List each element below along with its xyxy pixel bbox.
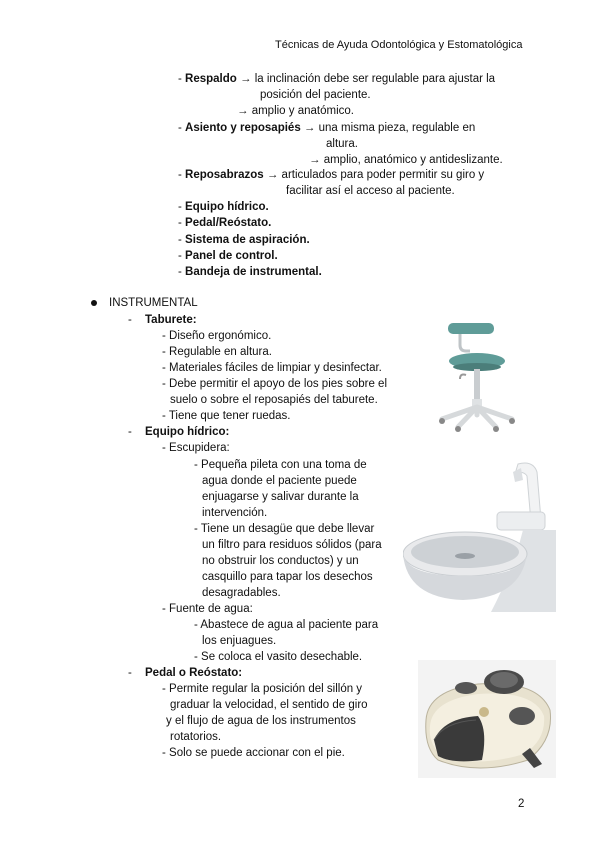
escupidera-line: - Tiene un desagüe que debe llevar (194, 523, 375, 535)
escupidera-label: - Escupidera: (162, 442, 230, 454)
taburete-line: suelo o sobre el reposapiés del taburete. (170, 394, 378, 406)
pedal-line: - Permite regular la posición del sillón y (162, 683, 363, 695)
fuente-line: - Abastece de agua al paciente para (194, 619, 379, 631)
fuente-line: los enjuagues. (202, 635, 277, 647)
section-title: INSTRUMENTAL (109, 297, 198, 309)
taburete-line: - Tiene que tener ruedas. (162, 410, 291, 422)
equipo-title: Equipo hídrico: (145, 426, 230, 438)
pedal-image (418, 660, 556, 778)
top-item: - Pedal/Reóstato. (178, 217, 272, 229)
section-bullet (91, 300, 97, 306)
respaldo-line: - Respaldo → la inclinación debe ser regulable para ajustar la (178, 73, 496, 85)
page-header: Técnicas de Ayuda Odontológica y Estomatológica (275, 39, 523, 51)
top-item: - Equipo hídrico. (178, 201, 269, 213)
escupidera-line: intervención. (202, 507, 268, 519)
respaldo-line2: posición del paciente. (260, 89, 371, 101)
reposabrazos-line2: facilitar así el acceso al paciente. (286, 185, 455, 197)
reposabrazos-line: - Reposabrazos → articulados para poder permitir su giro y (178, 169, 485, 181)
taburete-title: Taburete: (145, 314, 197, 326)
fuente-line: - Se coloca el vasito desechable. (194, 651, 363, 663)
subsection-dash: - (128, 667, 132, 679)
taburete-line: - Debe permitir el apoyo de los pies sobre el (162, 378, 388, 390)
asiento-line2: altura. (326, 138, 358, 150)
escupidera-line: enjuagarse y salivar durante la (202, 491, 359, 503)
top-item: - Bandeja de instrumental. (178, 266, 322, 278)
escupidera-line: agua donde el paciente puede (202, 475, 357, 487)
pedal-line: - Solo se puede accionar con el pie. (162, 747, 345, 759)
page-number: 2 (518, 798, 525, 810)
asiento-line3: → amplio, anatómico y antideslizante. (309, 154, 503, 166)
stool-image (430, 315, 520, 435)
subsection-dash: - (128, 314, 132, 326)
pedal-line: graduar la velocidad, el sentido de giro (170, 699, 368, 711)
pedal-line: rotatorios. (170, 731, 222, 743)
spittoon-image (403, 460, 556, 612)
fuente-label: - Fuente de agua: (162, 603, 253, 615)
escupidera-line: un filtro para residuos sólidos (para (202, 539, 382, 551)
asiento-line: - Asiento y reposapiés → una misma pieza, regulable en (178, 122, 476, 134)
pedal-title: Pedal o Reóstato: (145, 667, 243, 679)
escupidera-line: casquillo para tapar los desechos (202, 571, 373, 583)
taburete-line: - Regulable en altura. (162, 346, 272, 358)
top-item: - Sistema de aspiración. (178, 234, 310, 246)
escupidera-line: desagradables. (202, 587, 281, 599)
pedal-line: y el flujo de agua de los instrumentos (166, 715, 356, 727)
taburete-line: - Diseño ergonómico. (162, 330, 272, 342)
escupidera-line: no obstruir los conductos) y un (202, 555, 359, 567)
taburete-line: - Materiales fáciles de limpiar y desinfectar. (162, 362, 382, 374)
respaldo-line3: → amplio y anatómico. (237, 105, 354, 117)
subsection-dash: - (128, 426, 132, 438)
escupidera-line: - Pequeña pileta con una toma de (194, 459, 367, 471)
top-item: - Panel de control. (178, 250, 278, 262)
